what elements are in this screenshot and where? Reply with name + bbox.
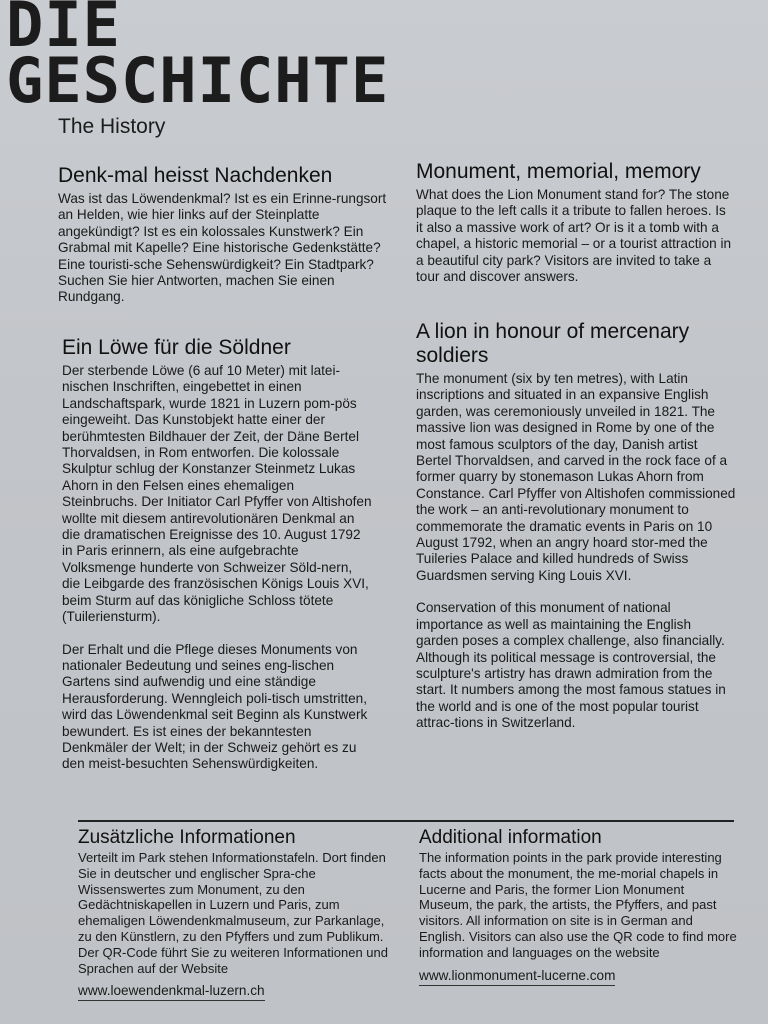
english-section-1-heading: Monument, memorial, memory [416, 160, 701, 183]
english-section-2-body-2: Conservation of this monument of national importance as well as maintaining the English garden poses a complex challenge, also financially. Although its political message is controversial, the sculpture's artistry has drawn admiration from the start. It numbers among the most famous statues in the world and is one of the most popular tourist attrac-tions in Switzerland. [416, 600, 726, 731]
english-section-2 [416, 320, 736, 732]
english-info-section [419, 826, 739, 986]
german-info-heading: Zusätzliche Informationen [78, 827, 296, 848]
title-line-2: GESCHICHTE [6, 44, 390, 117]
english-info-heading: Additional information [419, 827, 602, 848]
german-website-link[interactable]: www.loewendenkmal-luzern.ch [78, 982, 265, 1001]
english-section-1 [416, 160, 736, 285]
english-section-2-body-1: The monument (six by ten metres), with Latin inscriptions and situated in an expansive English garden, was ceremoniously unveiled in 1821. The massive lion was designed in Rome by one of the most famous sculptors of the day, Danish artist Bertel Thorvaldsen, and carved in the rock face of a former quarry by stonemason Lukas Ahorn from Constance. Carl Pfyffer von Altishofen commissioned the work – an anti-revolutionary monument to commemorate the dramatic events in Paris on 10 August 1792, when an angry hoard stor-med the Tuileries Palace and killed hundreds of Swiss Guardsmen serving King Louis XVI. [416, 371, 736, 583]
title-line-1: DIE [6, 0, 121, 61]
german-section-2-body-2: Der Erhalt und die Pflege dieses Monuments von nationaler Bedeutung und seines eng-lischen Gartens sind aufwendig und eine ständige Herausforderung. Wenngleich poli-tisch umstritten, wird das Löwendenkmal seit Beginn als Kunstwerk bewundert. Es ist eines der bekanntesten Denkmäler der Welt; in der Schweiz gehört es zu den meist-besuchten Sehenswürdigkeiten. [62, 641, 368, 772]
german-section-2-body-1: Der sterbende Löwe (6 auf 10 Meter) mit latei-nischen Inschriften, eingebettet in einen Landschaftspark, wurde 1821 in Luzern pom-pös eingeweiht. Das Kunstobjekt hatte einer der berühmtesten Bildhauer der Zeit, der Däne Bertel Thorvaldsen, in Rom entworfen. Die kolossale Skulptur schlug der Konstanzer Steinmetz Lukas Ahorn in den Felsen eines ehemaligen Steinbruchs. Der Initiator Carl Pfyffer von Altishofen wollte mit diesem antirevolutionären Denkmal an die dramatischen Ereignisse des 10. August 1792 in Paris erinnern, als eine aufgebrachte Volksmenge hunderte von Schweizer Söld-nern, die Leibgarde des französischen Königs Louis XVI, beim Sturm auf das königliche Schloss tötete (Tuileriensturm). [62, 363, 372, 625]
german-info-body: Verteilt im Park stehen Informationstafeln. Dort finden Sie in deutscher und englischer Spra-che Wissenswertes zum Monument, zu den Gedächtniskapellen in Luzern und Paris, zum ehemaligen Löwendenkmalmuseum, zur Parkanlage, zu den Künstlern, zu den Pfyffers und zum Publikum. Der QR-Code führt Sie zu weiteren Informationen und Sprachen auf der Website [78, 850, 388, 976]
english-info-body: The information points in the park provide interesting facts about the monument, the me-morial chapels in Lucerne and Paris, the former Lion Monument Museum, the park, the artists, the Pfyffers, and past visitors. All information on site is in German and English. Visitors can also use the QR code to find more information and languages on the website [419, 850, 737, 960]
english-section-1-body: What does the Lion Monument stand for? The stone plaque to the left calls it a tribute to fallen heroes. Is it also a massive work of art? Or is it a tomb with a chapel, a historic memorial – or a tourist attraction in a beautiful city park? Visitors are invited to take a tour and discover answers. [416, 187, 732, 285]
german-section-1 [58, 164, 388, 306]
german-info-section [78, 826, 388, 1001]
english-section-2-heading: A lion in honour of mercenary soldiers [416, 320, 690, 367]
german-section-2 [62, 336, 372, 773]
english-website-link[interactable]: www.lionmonument-lucerne.com [419, 967, 615, 986]
german-section-1-heading: Denk-mal heisst Nachdenken [58, 164, 333, 187]
subtitle: The History [58, 115, 166, 138]
german-section-2-heading: Ein Löwe für die Söldner [62, 336, 291, 359]
section-divider [78, 820, 734, 822]
german-section-1-body: Was ist das Löwendenkmal? Ist es ein Erinne-rungsort an Helden, wie hier links auf der Steinplatte angekündigt? Ist es ein kolossales Kunstwerk? Ein Grabmal mit Kapelle? Eine historische Gedenkstätte? Eine touristi-sche Sehenswürdigkeit? Ein Stadtpark? Suchen Sie hier Antworten, machen Sie einen Rundgang. [58, 191, 387, 305]
